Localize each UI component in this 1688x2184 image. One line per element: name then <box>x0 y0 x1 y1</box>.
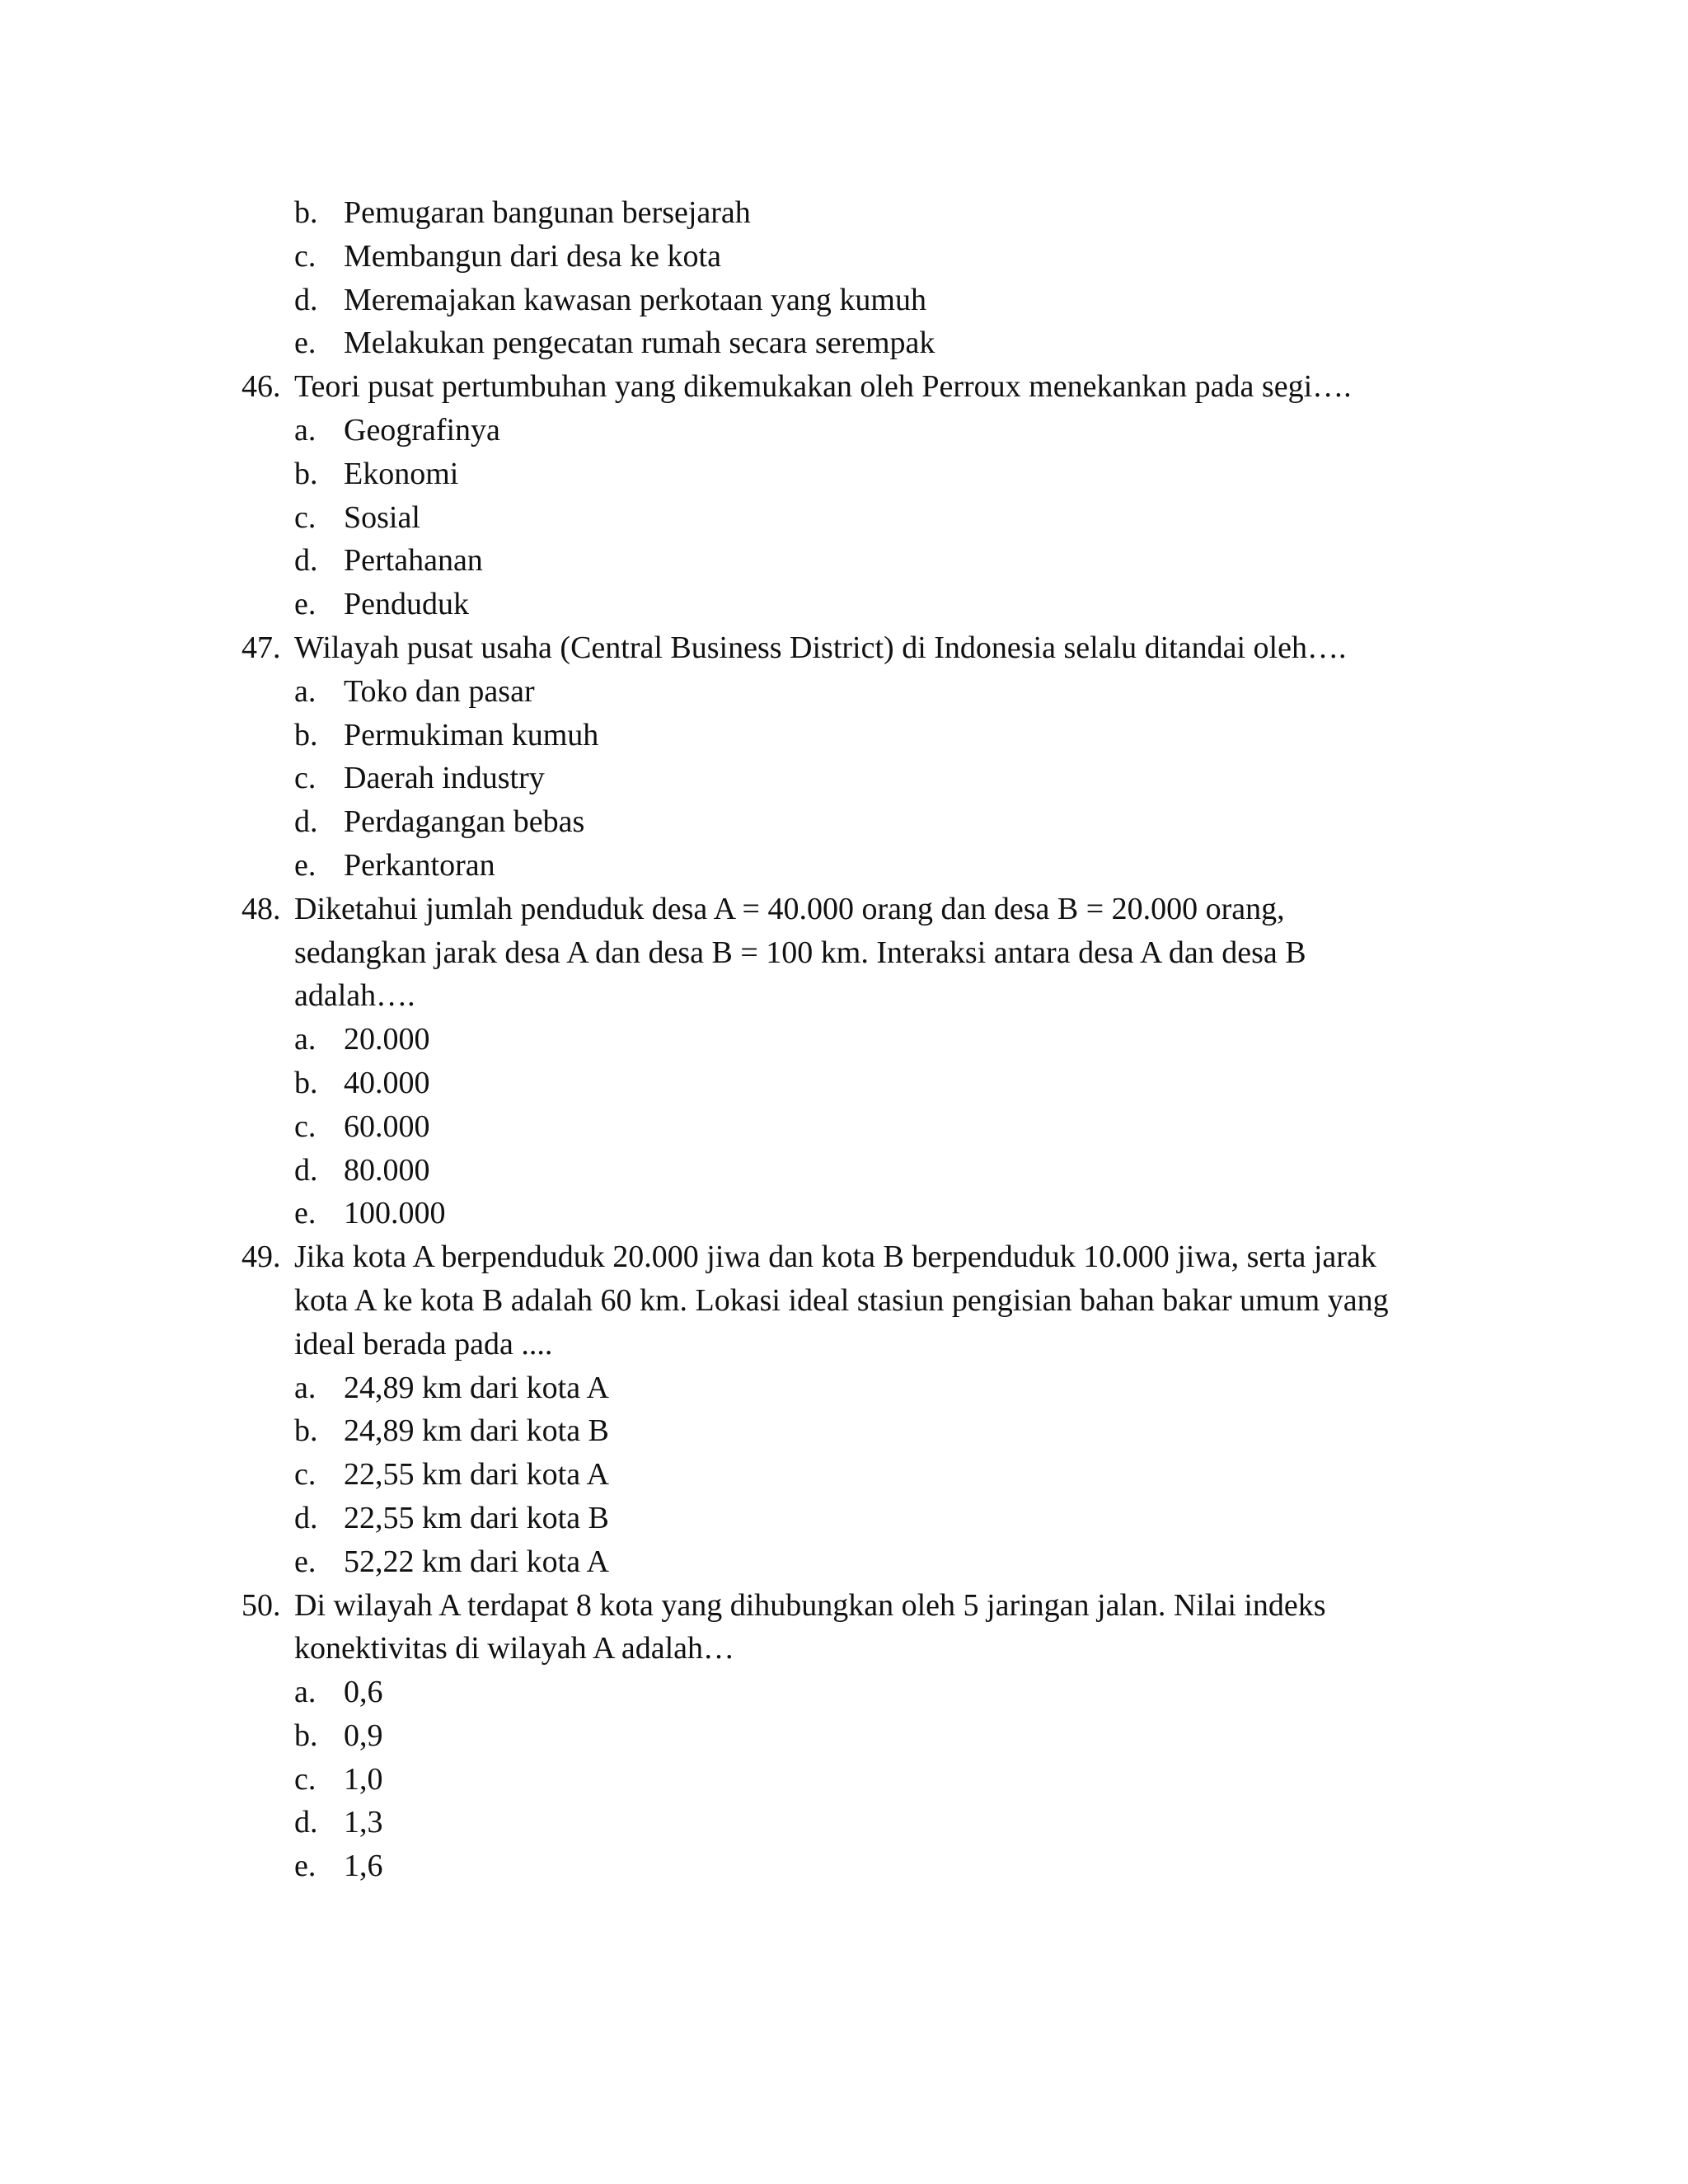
question-text: ideal berada pada .... <box>294 1326 553 1361</box>
option-row <box>241 1714 1453 1758</box>
option-row <box>241 1497 1453 1540</box>
option-label: b. <box>294 1718 318 1753</box>
option-row <box>241 1192 1453 1235</box>
option-row <box>241 1758 1453 1802</box>
question-text-continuation <box>241 974 1453 1018</box>
option-label: e. <box>294 847 316 883</box>
option-text: 1,6 <box>344 1849 383 1884</box>
question-number: 48. <box>241 891 281 926</box>
question-50 <box>241 1584 1453 1628</box>
option-label: b. <box>294 717 318 752</box>
option-text: Perdagangan bebas <box>344 804 585 840</box>
option-label: b. <box>294 1065 318 1100</box>
question-text: konektivitas di wilayah A adalah… <box>294 1631 735 1666</box>
option-row <box>241 1062 1453 1105</box>
question-text: Jika kota A berpenduduk 20.000 jiwa dan kota B berpenduduk 10.000 jiwa, serta jarak <box>294 1240 1376 1275</box>
option-row <box>241 1671 1453 1714</box>
question-48 <box>241 888 1453 931</box>
option-label: e. <box>294 326 316 361</box>
option-text: 0,6 <box>344 1675 383 1710</box>
option-label: a. <box>294 412 316 448</box>
option-text: 22,55 km dari kota A <box>344 1457 609 1493</box>
option-text: 22,55 km dari kota B <box>344 1500 609 1535</box>
question-number: 47. <box>241 630 281 665</box>
option-text: 1,0 <box>344 1761 383 1797</box>
option-text: Membangun dari desa ke kota <box>344 238 721 274</box>
option-row <box>241 670 1453 714</box>
question-text: sedangkan jarak desa A dan desa B = 100 km. Interaksi antara desa A dan desa B <box>294 935 1306 970</box>
option-text: 20.000 <box>344 1022 430 1057</box>
option-text: 24,89 km dari kota A <box>344 1370 609 1405</box>
question-text: Di wilayah A terdapat 8 kota yang dihubungkan oleh 5 jaringan jalan. Nilai indeks <box>294 1587 1326 1623</box>
option-row <box>241 714 1453 757</box>
option-text: Permukiman kumuh <box>344 717 599 752</box>
option-label: c. <box>294 499 316 535</box>
option-text: 52,22 km dari kota A <box>344 1544 609 1579</box>
question-text-continuation <box>241 931 1453 975</box>
option-row <box>241 279 1453 322</box>
option-label: c. <box>294 761 316 796</box>
option-label: d. <box>294 1500 318 1535</box>
option-row <box>241 844 1453 888</box>
question-text: adalah…. <box>294 978 415 1014</box>
option-label: b. <box>294 1413 318 1449</box>
option-row <box>241 496 1453 540</box>
question-number: 50. <box>241 1587 281 1623</box>
option-row <box>241 409 1453 452</box>
option-text: Ekonomi <box>344 456 459 491</box>
question-list <box>241 191 1453 1888</box>
option-row <box>241 539 1453 583</box>
question-47 <box>241 626 1453 670</box>
option-text: 1,3 <box>344 1805 383 1840</box>
question-text-continuation <box>241 1323 1453 1366</box>
option-text: 0,9 <box>344 1718 383 1753</box>
option-text: Geografinya <box>344 412 500 448</box>
question-text: Teori pusat pertumbuhan yang dikemukakan oleh Perroux menekankan pada segi…. <box>294 369 1352 405</box>
option-label: e. <box>294 587 316 622</box>
question-text-continuation <box>241 1627 1453 1671</box>
option-label: d. <box>294 804 318 840</box>
option-text: 80.000 <box>344 1152 430 1188</box>
option-text: 100.000 <box>344 1196 446 1231</box>
option-label: a. <box>294 1370 316 1405</box>
question-text: kota A ke kota B adalah 60 km. Lokasi ideal stasiun pengisian bahan bakar umum yang <box>294 1282 1389 1318</box>
option-text: Sosial <box>344 499 420 535</box>
option-label: c. <box>294 238 316 274</box>
question-text: Wilayah pusat usaha (Central Business District) di Indonesia selalu ditandai oleh…. <box>294 630 1347 665</box>
option-text: Melakukan pengecatan rumah secara serempak <box>344 326 935 361</box>
option-row <box>241 1453 1453 1497</box>
question-number: 49. <box>241 1240 281 1275</box>
option-label: a. <box>294 1675 316 1710</box>
question-text: Diketahui jumlah penduduk desa A = 40.000 orang dan desa B = 20.000 orang, <box>294 891 1285 926</box>
option-label: c. <box>294 1457 316 1493</box>
option-row <box>241 1366 1453 1410</box>
option-row <box>241 1801 1453 1844</box>
option-label: c. <box>294 1761 316 1797</box>
option-row <box>241 452 1453 496</box>
option-text: Toko dan pasar <box>344 673 535 709</box>
question-49 <box>241 1235 1453 1279</box>
option-label: c. <box>294 1108 316 1144</box>
option-row <box>241 1540 1453 1584</box>
option-text: Meremajakan kawasan perkotaan yang kumuh <box>344 282 926 317</box>
question-number: 46. <box>241 369 281 405</box>
option-label: e. <box>294 1544 316 1579</box>
option-text: 40.000 <box>344 1065 430 1100</box>
option-label: d. <box>294 1152 318 1188</box>
option-text: 60.000 <box>344 1108 430 1144</box>
option-row <box>241 321 1453 365</box>
option-text: Perkantoran <box>344 847 495 883</box>
option-label: b. <box>294 456 318 491</box>
option-text: 24,89 km dari kota B <box>344 1413 609 1449</box>
option-row <box>241 1018 1453 1062</box>
option-row <box>241 1409 1453 1453</box>
option-text: Penduduk <box>344 587 469 622</box>
option-row <box>241 235 1453 279</box>
option-label: b. <box>294 195 318 230</box>
option-label: d. <box>294 282 318 317</box>
option-text: Daerah industry <box>344 761 545 796</box>
question-46 <box>241 365 1453 409</box>
option-row <box>241 1149 1453 1193</box>
option-row <box>241 800 1453 844</box>
option-text: Pemugaran bangunan bersejarah <box>344 195 751 230</box>
option-label: a. <box>294 1022 316 1057</box>
option-text: Pertahanan <box>344 543 483 579</box>
option-label: e. <box>294 1849 316 1884</box>
option-row <box>241 1844 1453 1888</box>
option-label: d. <box>294 543 318 579</box>
question-text-continuation <box>241 1279 1453 1323</box>
option-row <box>241 1105 1453 1149</box>
option-label: e. <box>294 1196 316 1231</box>
option-row <box>241 191 1453 235</box>
option-row <box>241 757 1453 800</box>
option-label: d. <box>294 1805 318 1840</box>
option-label: a. <box>294 673 316 709</box>
option-row <box>241 583 1453 626</box>
